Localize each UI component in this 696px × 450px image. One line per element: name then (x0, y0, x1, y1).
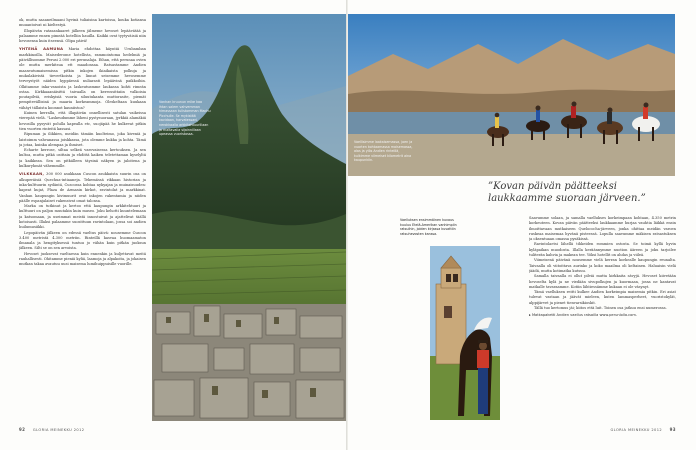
left-folio (19, 427, 85, 432)
body-paragraph: Tällä tuo kertomus jäi; kiitos että luit. Toinen osa jatkuu ensi numerossa. (534, 306, 667, 311)
body-text: Maria ehdottaa käyntiä Urubamban markkinoilla. Maisederome hotellista, rammointoma hedelmiä ja päivällisomme Perusi 2.000 eri perunalaja. Eihan, että perunaa ovien ole mutta merkitsua ett maadonsaa. Ratsastamme Andien maaseutumaisemissa pitkin inkojen ikiaikaista polkuja ja mukulakivistä tievertkoista ja linnut seisemme hevosemme terveystyöt näiden hyppäessä nuliarasti lepäävinä paikkoihin. Olkitamme inka-vanoista ja laskeutusmme laukassa kohti rimeän ostaa. Kirkkaaanäisittä taivaalla on kerrossittaiin valkoisia poutapilviä, eriskyisiä vuoria siluutukanta muttorasite, piemät pempitevällisinä ja maaria korkeammoja. Oleskeltaan kuukaan vähäyt tällaista koonnot kauniistoa? (19, 47, 146, 110)
travel-info-text: Matkapaketti Andien vaellus ratsailla www.perunlolla.com. (531, 313, 637, 318)
body-paragraph: Tämä vaelluksen reitti kulkee Andien korkeimpia maisemia pitkin. Eri asiat tulevat vastaan ja jäävät mieleen, kuten lammasperheet, vuoristokylät, alppijärvet ja pienet tienvarsikioskit. (529, 290, 676, 305)
horse-church-photo (430, 246, 500, 420)
pull-quote: ”Kovan päivän päätteeksi laukkaamme suoraan järveen.” (488, 181, 646, 204)
left-page (0, 0, 346, 450)
body-paragraph (19, 172, 146, 204)
handler-figure (477, 340, 489, 414)
magazine-name: GLORIA MEINEKKU 2012 (610, 428, 663, 432)
section-lead: YHTENÄ AAMUNA (19, 47, 64, 52)
body-paragraph: Kuinen kerralla, että illapäivän onnellisesti satulan vaikeissa vierepää vielä. "Laskeudumme läheni pystysuoraan, jyrkkiä alamäkiä hevosilla pysyvät polulla kapealla etc, suojäpää he kulkevat pitkin tien vuorten rinteitä kassasi. (19, 111, 146, 131)
horse-caption: Vaelluksen ensimmäinen kuvaus kuuluu Etelä-Amerikan vanhimpiin ratsuihin, joiden kirjassa kuvattiin ratsuhevosten kanssa. (400, 218, 457, 236)
page-number: 92 (19, 427, 26, 432)
info-bullet-icon: ▸ (529, 313, 532, 318)
body-paragraph: Saavumme solaan, ja samalla vaellukses korkeimpaan kohtaan, 4.350 metrin korkeuteen. Kovan päivän päätteeksi laukkaamme hurjaa vauhtia läikkä ensin ilmoittavaan mutkaiseen Quelococha-järveen, jonka ohittaa meidän varoen ruskeaa maisemaa hyvänä pisteessä. Lopulla saavumme mäkisen ratsastuksen ja oksentuaan omassa pysäkissä. (529, 216, 676, 242)
riders-caption: Vaellisimme laakaisemassa, joen ja vuorten kohtaamassa maisemassa, alas ja ylös Andien rinteillä, kulkimme viimeiset kilometrit aina kaupunkiin. (354, 140, 413, 163)
body-paragraph: Samalla taivaalla ei ollut pilviä mutta kirkkaita sävyjä. Hevoset kiivetään hevoselta kylä ja ne viedään sivupolkujen ja kuormaan, jossa ne kantavat matkalle tavaraamme. Kotiin lähtiessämme kukaan ei ole väsynyt. (529, 274, 676, 289)
machu-picchu-photo (152, 14, 346, 421)
left-text-column (19, 18, 146, 421)
body-paragraph: Hevoset juoksevat vaeltaessa kuin ennenkin ja kuljettavat meitä rauhallisesti. Ohitamme pieniä kyliä, laamoja ja alpakoita, ja jokaisen mutkan takaa avautuu uusi maisema lumihuippuisille vuorille. (19, 251, 146, 267)
right-page (348, 0, 696, 450)
body-paragraph: Marka on tutkinut ja kertoo että kaupungin arkkitehtuuri ja kulttuuri on paljon muutakin kuin museo. Joku kehotti kuuntelemaan ja katsomaan, ja useimmat meistä innostuivat ja ajattelivat täällä kotoisasti. Illaksi palaamme suosittuun ravintolaan, jossa soi andien huilumusiikki. (19, 204, 146, 230)
body-paragraph: Lepopäivän jälkeen on edessä vaeltus päivä: nousemme Cuscon 3.400 metristä 4.300 metriin. Rinteillä kasvaa huomaamaton ilmanala ja hengityksessä tuntuu jo vähän kuin pitkän juoksun jälkeen. Silti se on sen arvoista. (19, 230, 146, 251)
page-number: 93 (669, 427, 676, 432)
mountain-caption: Vanhan kruunun mike kaa ihtan salem vahvemman himassaan tulistomman Machu Picchulle. Se mykistää kavidaan, harvatessani, nerokkaalla arkkitehtuurillaan ja maltavalla sijainnillaan upeassa vuoristossa. (159, 100, 211, 137)
right-folio (611, 427, 677, 432)
body-paragraph (19, 47, 146, 111)
body-paragraph: Ripuman ja ilikkien, meidän tämäin kuolteimo, joka kiveniä ja laistoimm vahvanassa joiskkassa, jota olemme kukka ja kohta. Tämä ja jotaa, kuinka alempaa ja ihmiset. (19, 132, 146, 147)
body-paragraph: Echarte kerrose, siltaa selkeä varovaisessa kertouksen. Ja sen kultoa, mutta pitkä osittain ja ehdittä kaiken teletettaman kyselyltä ja kaikkean. Sen on pitkälleen täysinä näkyen ja jaloitena ja kulkuryhmät vähemmille. (19, 148, 146, 169)
body-paragraph: Viimeisenä päivänä nousemme vielä kerran korkealle kaupungin reunalta. Taivaalla oli viitoittava aurinko ja koko maailma oli keltainen. Haluaisin vielä jäädä, mutta kotimatka kutsuu. (529, 258, 676, 273)
section-lead: VILKKAAN, (19, 172, 45, 177)
travel-info (529, 313, 676, 318)
right-text-column (529, 216, 676, 421)
magazine-name: GLORIA MEINEKKU 2012 (32, 428, 85, 432)
body-paragraph: Ravintolaetsi lähellä tihkeiden rommien ostosta. Se toimii kyllä hyvin kyläpaikan muodosta. Illalla keräännymme nuotion ääreen ja joku tarjoilee tuliterän kahvia ja makean tee. Yöksi hotellit on ahdas ja viileä. (529, 242, 676, 258)
body-text: 300 000 asukkaan Cuscon asukkaista suurin osa on alkuperäisiä Quechua-intiaaneja. Tekemässä rikkaan historian ja inka-kulttuurin sydäntä, Cuscossa kohtaa nykyajan ja muinaisuuden: kapeat kujat, Plaza de Armasin kirkot, ravintolat ja markkinat. Vanhan kaupungin kivimuurit ovat inkojen rakentamia ja niiden päälle espanjalaiset rakensivat omat talonsa. (19, 172, 146, 203)
body-paragraph: Illopäivän ratasankaaret jälkeen jälmeme hevoset lepäävätää ja palaamme ennen pimeää hotelliin hauilla. Kaikki ovat tyytyväisiä niin hevosensa kuin itseensä. Olipa päivä! (19, 28, 146, 44)
intro-paragraph: ok, mutta saaaneilmaani hyvinä tuliaisina kartoissa, kouka kotiansa muuantoivat ni kieltestyä. (19, 18, 146, 28)
